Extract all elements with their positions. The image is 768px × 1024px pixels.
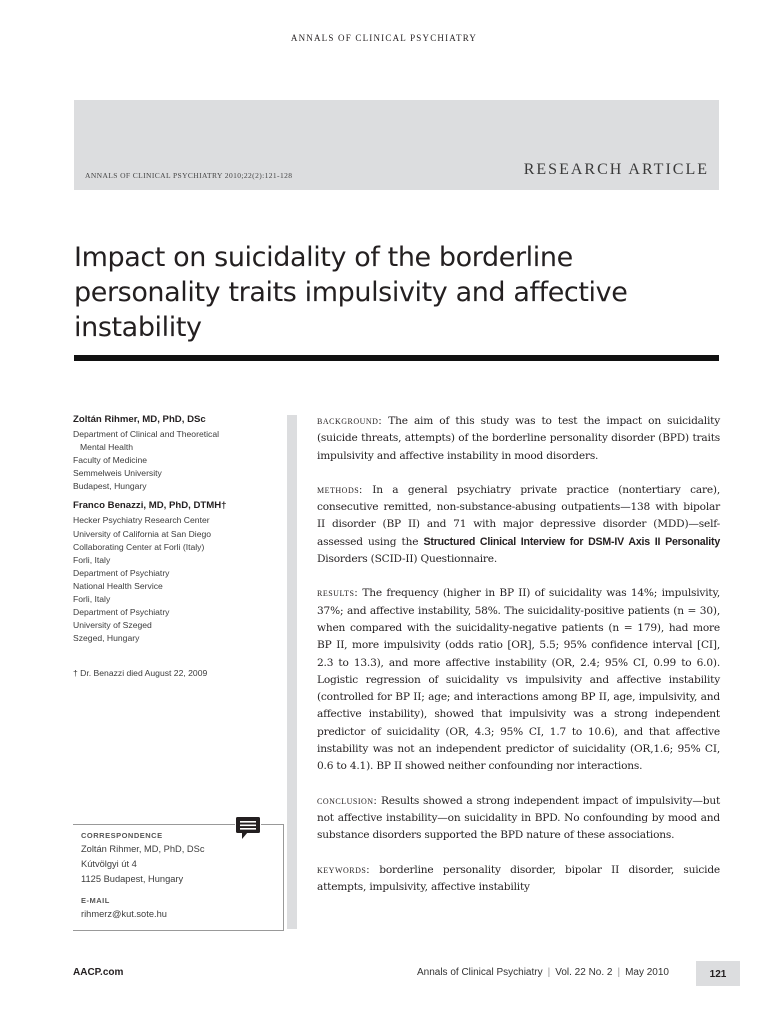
separator: | — [617, 967, 621, 978]
section-label: keywords : — [317, 864, 370, 876]
correspondence-label: CORRESPONDENCE — [81, 831, 163, 840]
column-divider-bar — [287, 415, 297, 929]
footer-journal-info — [417, 967, 669, 978]
page-number: 121 — [696, 961, 740, 986]
affiliation-line: Department of Psychiatry — [73, 567, 170, 578]
section-label: conclusion : — [317, 795, 377, 807]
abstract-text: Disorders (SCID-II) Questionnaire. — [317, 553, 497, 566]
author-affiliations — [73, 414, 283, 645]
abstract-methods — [317, 482, 720, 568]
citation: ANNALS OF CLINICAL PSYCHIATRY 2010;22(2):121-128 — [85, 171, 293, 180]
correspondence-address: Kútvölgyi út 4 — [81, 859, 137, 869]
speech-bubble-icon — [235, 816, 261, 840]
affiliation-line: Department of Psychiatry — [73, 607, 170, 618]
article-title: Impact on suicidality of the borderline personality traits impulsivity and affective instability — [74, 242, 628, 343]
affiliation-line: Hecker Psychiatry Research Center — [73, 515, 210, 526]
correspondence-name: Zoltán Rihmer, MD, PhD, DSc — [81, 844, 205, 854]
affiliation-line: Department of Clinical and Theoretical — [73, 429, 220, 439]
abstract-keywords — [317, 862, 720, 897]
affiliation-line: Collaborating Center at Forli (Italy) — [73, 541, 205, 552]
author-footnote: † Dr. Benazzi died August 22, 2009 — [73, 668, 208, 678]
article-banner — [74, 100, 719, 190]
section-label: background : — [317, 415, 382, 427]
abstract-text: In a general psychiatry private practice (nontertiary care), consecutive remitted, non-substance-abusing outpatients—138 with bipolar II disorder (BP II) and 71 with major depressive disorder (MDD)—self-assessed using the — [317, 483, 720, 548]
affiliation-line: Forli, Italy — [73, 554, 111, 565]
affiliation-line: University of Szeged — [73, 620, 152, 631]
title-rule — [74, 355, 719, 361]
affiliation-line: Szeged, Hungary — [73, 633, 140, 644]
correspondence-address: 1125 Budapest, Hungary — [81, 874, 184, 884]
section-label: methods : — [317, 484, 363, 496]
email-label: E-MAIL — [81, 896, 110, 905]
footer-date: May 2010 — [625, 967, 669, 978]
abstract-text: The aim of this study was to test the impact on suicidality (suicide threats, attempts) of the borderline personality disorder (BPD) traits impulsivity and affective instability in mood disorders. — [317, 415, 720, 462]
author-name: Franco Benazzi, MD, PhD, DTMH† — [73, 500, 227, 512]
abstract-text: borderline personality disorder, bipolar II disorder, suicide attempts, impulsivity, affective instability — [317, 863, 720, 893]
abstract-background — [317, 413, 720, 465]
abstract-results — [317, 585, 720, 775]
footer-journal: Annals of Clinical Psychiatry — [416, 967, 543, 978]
abstract-text: Results showed a strong independent impact of impulsivity—but not affective instability—on suicidality in BPD. No confounding by mood and substance disorders supported the BPD nature of these associations. — [317, 794, 720, 842]
footer-site-link[interactable]: AACP.com — [73, 967, 124, 978]
article-type: RESEARCH ARTICLE — [523, 161, 709, 178]
affiliation-line: Mental Health — [80, 442, 134, 453]
abstract-text: The frequency (higher in BP II) of suicidality was 14%; impulsivity, 37%; and affective instability, 58%. The suicidality-positive patients (n = 30), when compared with the suicidality-negative patients (n = 179), had more BP II, more impulsivity (odds ratio [OR], 5.5; 95% confidence interval [CI], 2.3 to 13.3), and more affective instability (OR, 2.4; 95% CI, 0.99 to 6.0). Logistic regression of suicidality vs impulsivity and affective instability (controlled for BP II; age; and interactions among BP II, age, impulsivity, and affective instability), showed that impulsivity was a strong independent predictor of suicidality (OR, 4.3; 95% CI, 1.7 to 10.6), and that affective instability was not an independent predictor of suicidality (OR,1.6; 95% CI, 0.6 to 4.1). BP II showed neither confounding nor interactions. — [317, 587, 721, 773]
affiliation-line: National Health Service — [73, 580, 163, 591]
journal-running-header: ANNALS OF CLINICAL PSYCHIATRY — [290, 33, 478, 43]
affiliation-line: University of California at San Diego — [73, 528, 212, 539]
author-name: Zoltán Rihmer, MD, PhD, DSc — [73, 414, 206, 425]
email-link[interactable]: rihmerz@kut.sote.hu — [81, 909, 167, 919]
affiliation-line: Forli, Italy — [73, 594, 111, 605]
affiliation-line: Faculty of Medicine — [73, 455, 148, 466]
affiliation-line: Budapest, Hungary — [73, 481, 147, 492]
correspondence-box — [73, 824, 284, 931]
author-2 — [73, 500, 283, 645]
affiliation-line: Semmelweis University — [73, 468, 162, 479]
section-label: results : — [317, 587, 358, 599]
instrument-name: Structured Clinical Interview for DSM-IV Axis II Personality — [423, 535, 721, 548]
author-1 — [73, 414, 283, 493]
abstract-conclusion — [317, 793, 720, 845]
separator: | — [547, 967, 551, 978]
footer-volume: Vol. 22 No. 2 — [555, 967, 613, 978]
abstract — [317, 413, 720, 913]
